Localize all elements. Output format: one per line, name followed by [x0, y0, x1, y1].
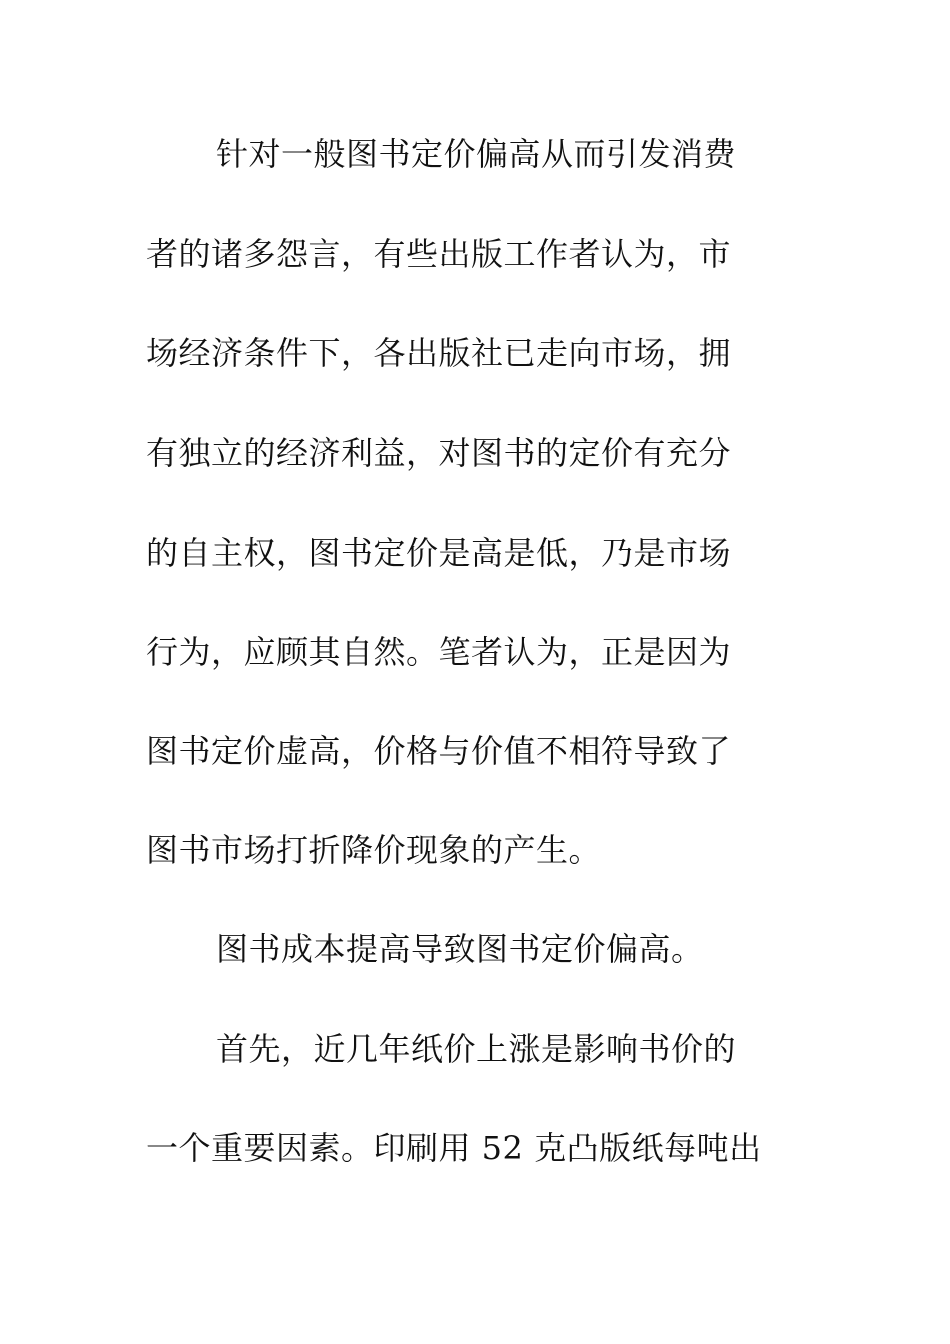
paragraph-1-line-5: 的自主权，图书定价是高是低，乃是市场	[146, 534, 732, 572]
paragraph-1-line-1: 针对一般图书定价偏高从而引发消费	[216, 135, 737, 173]
paragraph-1-line-3: 场经济条件下，各出版社已走向市场，拥	[146, 334, 732, 372]
paragraph-1-line-7: 图书定价虚高，价格与价值不相符导致了	[146, 732, 732, 770]
paragraph-1-line-8: 图书市场打折降价现象的产生。	[146, 831, 602, 869]
paragraph-2-line-1: 图书成本提高导致图书定价偏高。	[216, 930, 704, 968]
paragraph-1-line-2: 者的诸多怨言，有些出版工作者认为，市	[146, 235, 732, 273]
paragraph-1-line-4: 有独立的经济利益，对图书的定价有充分	[146, 434, 732, 472]
paragraph-3-line-1: 首先，近几年纸价上涨是影响书价的	[216, 1030, 737, 1068]
paragraph-1-line-6: 行为，应顾其自然。笔者认为，正是因为	[146, 633, 732, 671]
paragraph-3-line-2: 一个重要因素。印刷用 52 克凸版纸每吨出	[146, 1129, 762, 1167]
